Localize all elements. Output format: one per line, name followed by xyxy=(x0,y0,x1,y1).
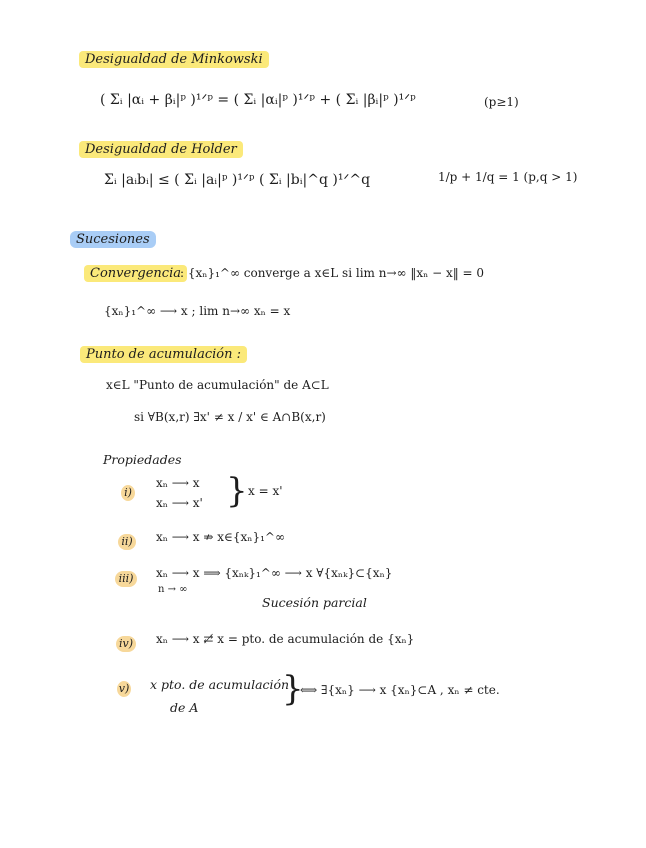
prop-v-text: ⟺ ∃{xₙ} ⟶ x {xₙ}⊂A , xₙ ≠ cte. xyxy=(300,683,500,697)
convergencia-line1: : {xₙ}₁^∞ converge a x∈L si lim n→∞ ‖xₙ − x‖ = 0 xyxy=(180,266,485,280)
acumulacion-line1: x∈L "Punto de acumulación" de A⊂L xyxy=(106,378,329,392)
minkowski-formula: ( Σᵢ |αᵢ + βᵢ|ᵖ )¹ᐟᵖ = ( Σᵢ |αᵢ|ᵖ )¹ᐟᵖ + ( Σᵢ |βᵢ|ᵖ )¹ᐟᵖ xyxy=(100,92,416,108)
prop-v-b: de A xyxy=(170,700,199,715)
prop-i-a: xₙ ⟶ x xyxy=(156,476,200,490)
holder-formula: Σᵢ |aᵢbᵢ| ≤ ( Σᵢ |aᵢ|ᵖ )¹ᐟᵖ ( Σᵢ |bᵢ|^q )¹ᐟ^q xyxy=(104,172,371,188)
prop-iii-note: Sucesión parcial xyxy=(262,595,367,610)
prop-v-a: x pto. de acumulación xyxy=(150,677,290,692)
prop-i-b: xₙ ⟶ x' xyxy=(156,496,203,510)
convergencia-label: Convergencia xyxy=(84,266,187,281)
prop-iv-marker: iv) xyxy=(116,632,136,652)
acumulacion-label: Punto de acumulación : xyxy=(80,347,247,362)
prop-ii-text: xₙ ⟶ x ⇏ x∈{xₙ}₁^∞ xyxy=(156,530,285,544)
minkowski-title: Desigualdad de Minkowski xyxy=(79,52,269,67)
holder-title: Desigualdad de Holder xyxy=(79,142,243,157)
prop-i-marker: i) xyxy=(121,481,135,501)
prop-iii-text: xₙ ⟶ x ⟹ {xₙₖ}₁^∞ ⟶ x ∀{xₙₖ}⊂{xₙ} xyxy=(156,566,393,580)
prop-i-brace: } xyxy=(226,471,248,511)
convergencia-line2: {xₙ}₁^∞ ⟶ x ; lim n→∞ xₙ = x xyxy=(104,304,291,318)
minkowski-condition: (p≥1) xyxy=(484,95,519,109)
sucesiones-title: Sucesiones xyxy=(70,232,156,247)
prop-iii-sub: n → ∞ xyxy=(158,584,188,595)
prop-iii-marker: iii) xyxy=(115,567,137,587)
propiedades-title: Propiedades xyxy=(103,452,182,467)
holder-condition: 1/p + 1/q = 1 (p,q > 1) xyxy=(438,170,578,184)
acumulacion-line2: si ∀B(x,r) ∃x' ≠ x / x' ∈ A∩B(x,r) xyxy=(134,410,326,424)
prop-ii-marker: ii) xyxy=(118,530,136,550)
prop-v-brace: } xyxy=(282,669,304,709)
prop-iv-text: xₙ ⟶ x ⇄̸ x = pto. de acumulación de {xₙ} xyxy=(156,632,415,646)
prop-i-result: x = x' xyxy=(248,484,283,498)
prop-v-marker: v) xyxy=(118,682,130,695)
